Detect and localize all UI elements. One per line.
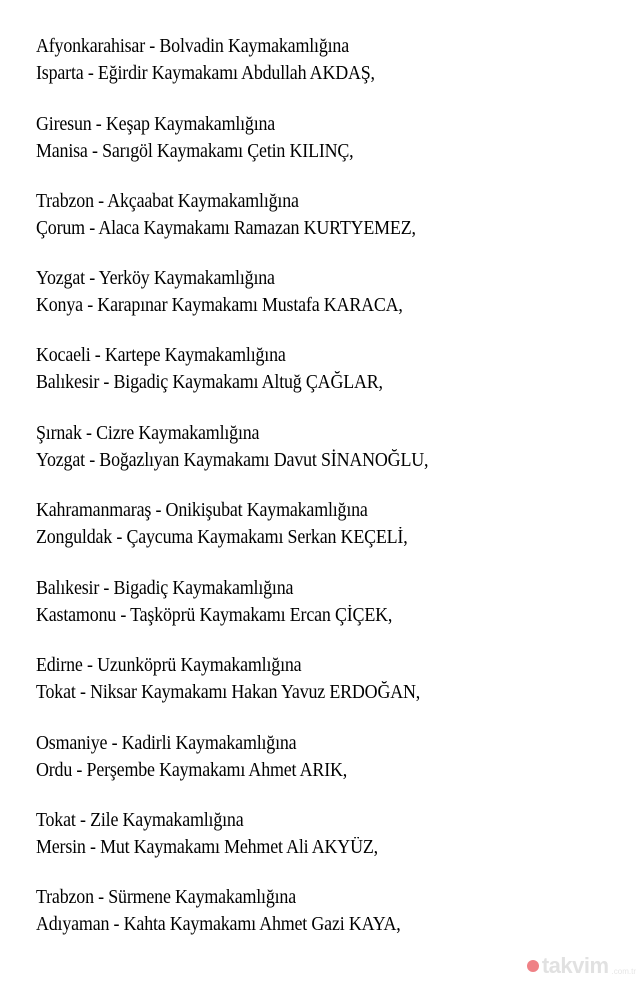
- appointment-destination: Tokat - Zile Kaymakamlığına: [36, 810, 244, 831]
- appointment-entry-5: [36, 342, 616, 396]
- appointment-entry-3: [36, 188, 616, 242]
- appointment-appointee: Zonguldak - Çaycuma Kaymakamı Serkan KEÇELİ,: [36, 527, 408, 548]
- appointment-destination: Kocaeli - Kartepe Kaymakamlığına: [36, 345, 286, 366]
- appointment-destination: Giresun - Keşap Kaymakamlığına: [36, 114, 276, 135]
- appointment-destination: Trabzon - Sürmene Kaymakamlığına: [36, 887, 297, 908]
- appointment-appointee: Manisa - Sarıgöl Kaymakamı Çetin KILINÇ,: [36, 141, 354, 162]
- watermark-brand: takvim: [541, 953, 609, 978]
- appointment-entry-2: [36, 111, 616, 165]
- appointment-destination: Edirne - Uzunköprü Kaymakamlığına: [36, 655, 302, 676]
- appointment-entry-12: [36, 884, 616, 938]
- appointment-entry-6: [36, 420, 616, 474]
- appointment-entry-1: [36, 33, 616, 87]
- appointment-destination: Afyonkarahisar - Bolvadin Kaymakamlığına: [36, 36, 349, 57]
- takvim-logo-mark: [527, 960, 539, 972]
- appointment-entry-9: [36, 652, 616, 706]
- appointment-entry-8: [36, 575, 616, 629]
- appointment-destination: Şırnak - Cizre Kaymakamlığına: [36, 423, 260, 444]
- appointment-entry-10: [36, 730, 616, 784]
- appointment-entry-4: [36, 265, 616, 319]
- appointment-appointee: Adıyaman - Kahta Kaymakamı Ahmet Gazi KAYA,: [36, 914, 401, 935]
- appointment-destination: Balıkesir - Bigadiç Kaymakamlığına: [36, 578, 294, 599]
- appointment-destination: Osmaniye - Kadirli Kaymakamlığına: [36, 733, 297, 754]
- appointment-entry-7: [36, 497, 616, 551]
- appointment-destination: Kahramanmaraş - Onikişubat Kaymakamlığına: [36, 500, 368, 521]
- appointment-entry-11: [36, 807, 616, 861]
- appointment-appointee: Balıkesir - Bigadiç Kaymakamı Altuğ ÇAĞLAR,: [36, 372, 383, 393]
- appointment-appointee: Çorum - Alaca Kaymakamı Ramazan KURTYEMEZ,: [36, 218, 416, 239]
- appointment-destination: Trabzon - Akçaabat Kaymakamlığına: [36, 191, 299, 212]
- appointment-appointee: Mersin - Mut Kaymakamı Mehmet Ali AKYÜZ,: [36, 837, 378, 858]
- appointment-appointee: Yozgat - Boğazlıyan Kaymakamı Davut SİNANOĞLU,: [36, 450, 429, 471]
- appointment-destination: Yozgat - Yerköy Kaymakamlığına: [36, 268, 275, 289]
- appointment-appointee: Ordu - Perşembe Kaymakamı Ahmet ARIK,: [36, 760, 348, 781]
- appointment-appointee: Konya - Karapınar Kaymakamı Mustafa KARACA,: [36, 295, 403, 316]
- appointment-appointee: Kastamonu - Taşköprü Kaymakamı Ercan ÇİÇEK,: [36, 605, 393, 626]
- appointment-appointee: Tokat - Niksar Kaymakamı Hakan Yavuz ERDOĞAN,: [36, 682, 421, 703]
- takvim-watermark: [527, 953, 636, 979]
- appointment-appointee: Isparta - Eğirdir Kaymakamı Abdullah AKDAŞ,: [36, 63, 375, 84]
- watermark-domain: .com.tr: [611, 967, 636, 976]
